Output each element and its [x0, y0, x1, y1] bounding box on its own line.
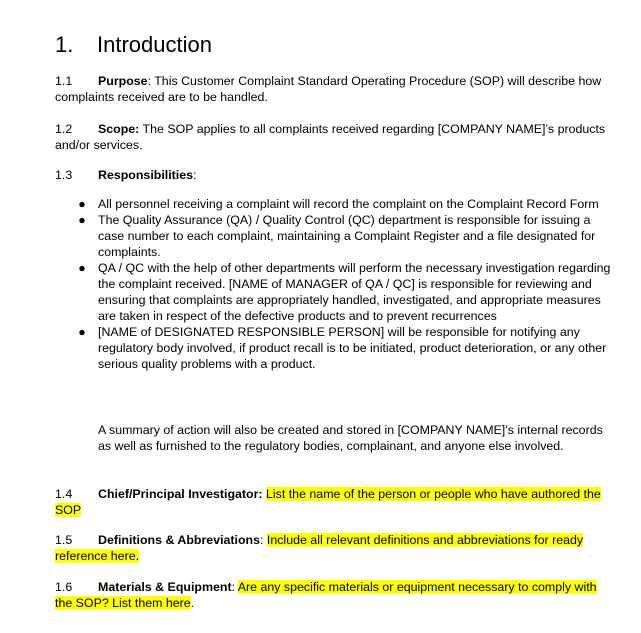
heading-number: 1. — [55, 32, 74, 57]
section-1-4-investigator — [55, 486, 615, 518]
list-item — [55, 260, 615, 324]
list-item — [55, 212, 615, 260]
section-label: Chief/Principal Investigator: — [98, 487, 263, 501]
section-label: Responsibilities — [98, 168, 194, 182]
bullet-icon: ● — [78, 197, 86, 211]
section-1-3-responsibilities — [55, 167, 615, 183]
section-colon: : — [231, 580, 238, 594]
highlighted-instruction: Are any specific materials or equipment necessary to comply with the SOP? List them here — [55, 580, 597, 610]
section-1-1-purpose — [55, 73, 615, 105]
section-number: 1.1 — [55, 74, 73, 88]
list-item-text: QA / QC with the help of other departments will perform the necessary investigation regarding the complaint received. [NAME of MANAGER of QA / QC] is responsible for reviewing and ensuring that complaints are appropriately handled, investigated, and appropriate measures are taken in respect of the defective products and to prevent recurrences — [98, 261, 611, 323]
section-label: Definitions & Abbreviations — [98, 533, 261, 547]
responsibilities-list — [55, 196, 615, 372]
bullet-icon: ● — [78, 261, 86, 275]
section-1-2-scope — [55, 121, 615, 153]
section-colon: : — [260, 533, 267, 547]
list-item — [55, 324, 615, 372]
section-1-6-materials — [55, 579, 615, 611]
list-item-text: [NAME of DESIGNATED RESPONSIBLE PERSON] will be responsible for notifying any regulatory body involved, if product recall is to be initiated, product deterioration, or any other serious quality problems with a product. — [98, 325, 607, 371]
summary-paragraph: A summary of action will also be created and stored in [COMPANY NAME]’s internal records as well as furnished to the regulatory bodies, complainant, and anyone else involved. — [98, 423, 603, 453]
section-text-end: . — [190, 596, 195, 610]
list-item — [55, 196, 615, 212]
section-number: 1.2 — [55, 122, 73, 136]
highlighted-instruction: List the name of the person or people who have authored the SOP — [55, 487, 601, 517]
section-number: 1.3 — [55, 168, 73, 182]
bullet-icon: ● — [78, 213, 86, 227]
section-label: Purpose — [98, 74, 148, 88]
section-text: : This Customer Complaint Standard Operating Procedure (SOP) will describe how complaints received are to be handled. — [55, 74, 602, 104]
heading-title: Introduction — [97, 32, 212, 57]
section-number: 1.6 — [55, 580, 73, 594]
section-label: Scope: — [98, 122, 140, 136]
section-text: : — [193, 168, 197, 182]
list-item-text: All personnel receiving a complaint will record the complaint on the Complaint Record Form — [98, 197, 599, 211]
section-text: The SOP applies to all complaints received regarding [COMPANY NAME]’s products and/or services. — [55, 122, 606, 152]
bullet-icon: ● — [78, 325, 86, 339]
section-number: 1.5 — [55, 533, 73, 547]
section-heading — [55, 32, 212, 58]
highlighted-instruction: Include all relevant definitions and abbreviations for ready reference here. — [55, 533, 584, 563]
section-number: 1.4 — [55, 487, 73, 501]
section-1-5-definitions — [55, 532, 615, 564]
list-item-text: The Quality Assurance (QA) / Quality Control (QC) department is responsible for issuing a case number to each complaint, maintaining a Complaint Register and a file designated for complaints. — [98, 213, 596, 259]
section-label: Materials & Equipment — [98, 580, 232, 594]
